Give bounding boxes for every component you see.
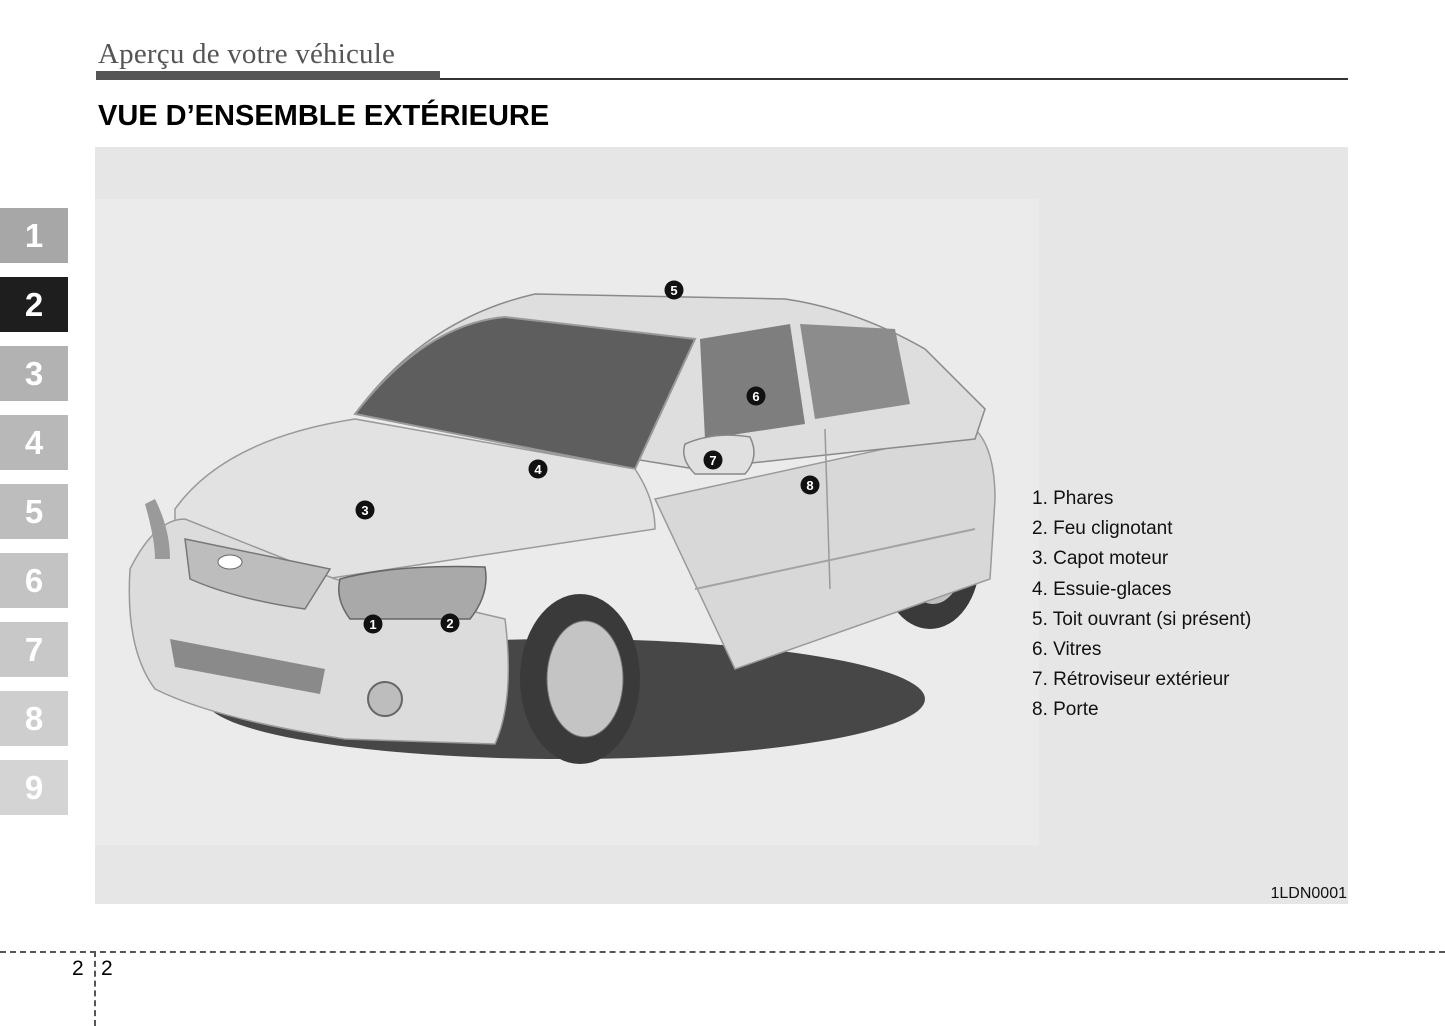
marker-6 <box>747 387 766 406</box>
marker-7 <box>704 451 723 470</box>
marker-1 <box>364 615 383 634</box>
svg-text:2: 2 <box>446 616 454 631</box>
footer-chapter-number: 2 <box>72 957 84 980</box>
marker-5 <box>665 281 684 300</box>
chapter-tabs <box>0 208 68 829</box>
marker-4 <box>529 460 548 479</box>
rear-window <box>800 324 910 419</box>
headlight <box>339 567 486 620</box>
header-rule-thin <box>440 78 1348 80</box>
chapter-tab-5[interactable]: 5 <box>0 484 68 539</box>
parts-legend <box>1032 484 1251 726</box>
chapter-tab-7[interactable]: 7 <box>0 622 68 677</box>
legend-item: 1. Phares <box>1032 488 1114 509</box>
marker-3 <box>356 501 375 520</box>
svg-text:5: 5 <box>670 283 678 298</box>
svg-text:3: 3 <box>361 503 369 518</box>
car-drawing <box>95 199 1039 845</box>
legend-item: 2. Feu clignotant <box>1032 518 1173 540</box>
chapter-tab-6[interactable]: 6 <box>0 553 68 608</box>
svg-text:1: 1 <box>369 617 377 632</box>
fog-light <box>368 682 402 716</box>
section-title: VUE D’ENSEMBLE EXTÉRIEURE <box>98 100 550 132</box>
chapter-tab-1[interactable]: 1 <box>0 208 68 263</box>
chapter-tab-2-active[interactable]: 2 <box>0 277 68 332</box>
marker-8 <box>801 476 820 495</box>
front-rim <box>547 621 623 737</box>
header-rule-thick <box>96 71 440 80</box>
front-door-window <box>700 324 805 439</box>
svg-text:6: 6 <box>752 389 760 404</box>
exterior-figure <box>95 147 1348 904</box>
chapter-header-title: Aperçu de votre véhicule <box>98 38 396 70</box>
figure-code: 1LDN0001 <box>1270 885 1347 902</box>
legend-item: 5. Toit ouvrant (si présent) <box>1032 608 1252 630</box>
marker-2 <box>441 614 460 633</box>
legend-item: 4. Essuie-glaces <box>1032 578 1172 600</box>
car-illustration <box>95 199 1039 845</box>
svg-text:7: 7 <box>709 453 717 468</box>
brand-emblem <box>218 555 242 569</box>
chapter-tab-3[interactable]: 3 <box>0 346 68 401</box>
legend-item: 3. Capot moteur <box>1032 548 1169 570</box>
chapter-tab-8[interactable]: 8 <box>0 691 68 746</box>
legend-item: 6. Vitres <box>1032 638 1102 660</box>
legend-item: 7. Rétroviseur extérieur <box>1032 669 1230 691</box>
chapter-tab-4[interactable]: 4 <box>0 415 68 470</box>
svg-text:4: 4 <box>534 462 542 477</box>
chapter-tab-9[interactable]: 9 <box>0 760 68 815</box>
svg-text:8: 8 <box>806 478 814 493</box>
legend-item: 8. Porte <box>1032 699 1099 721</box>
footer-rule <box>0 951 1445 953</box>
footer-page-number: 2 <box>101 957 113 980</box>
footer-divider <box>94 951 96 1026</box>
